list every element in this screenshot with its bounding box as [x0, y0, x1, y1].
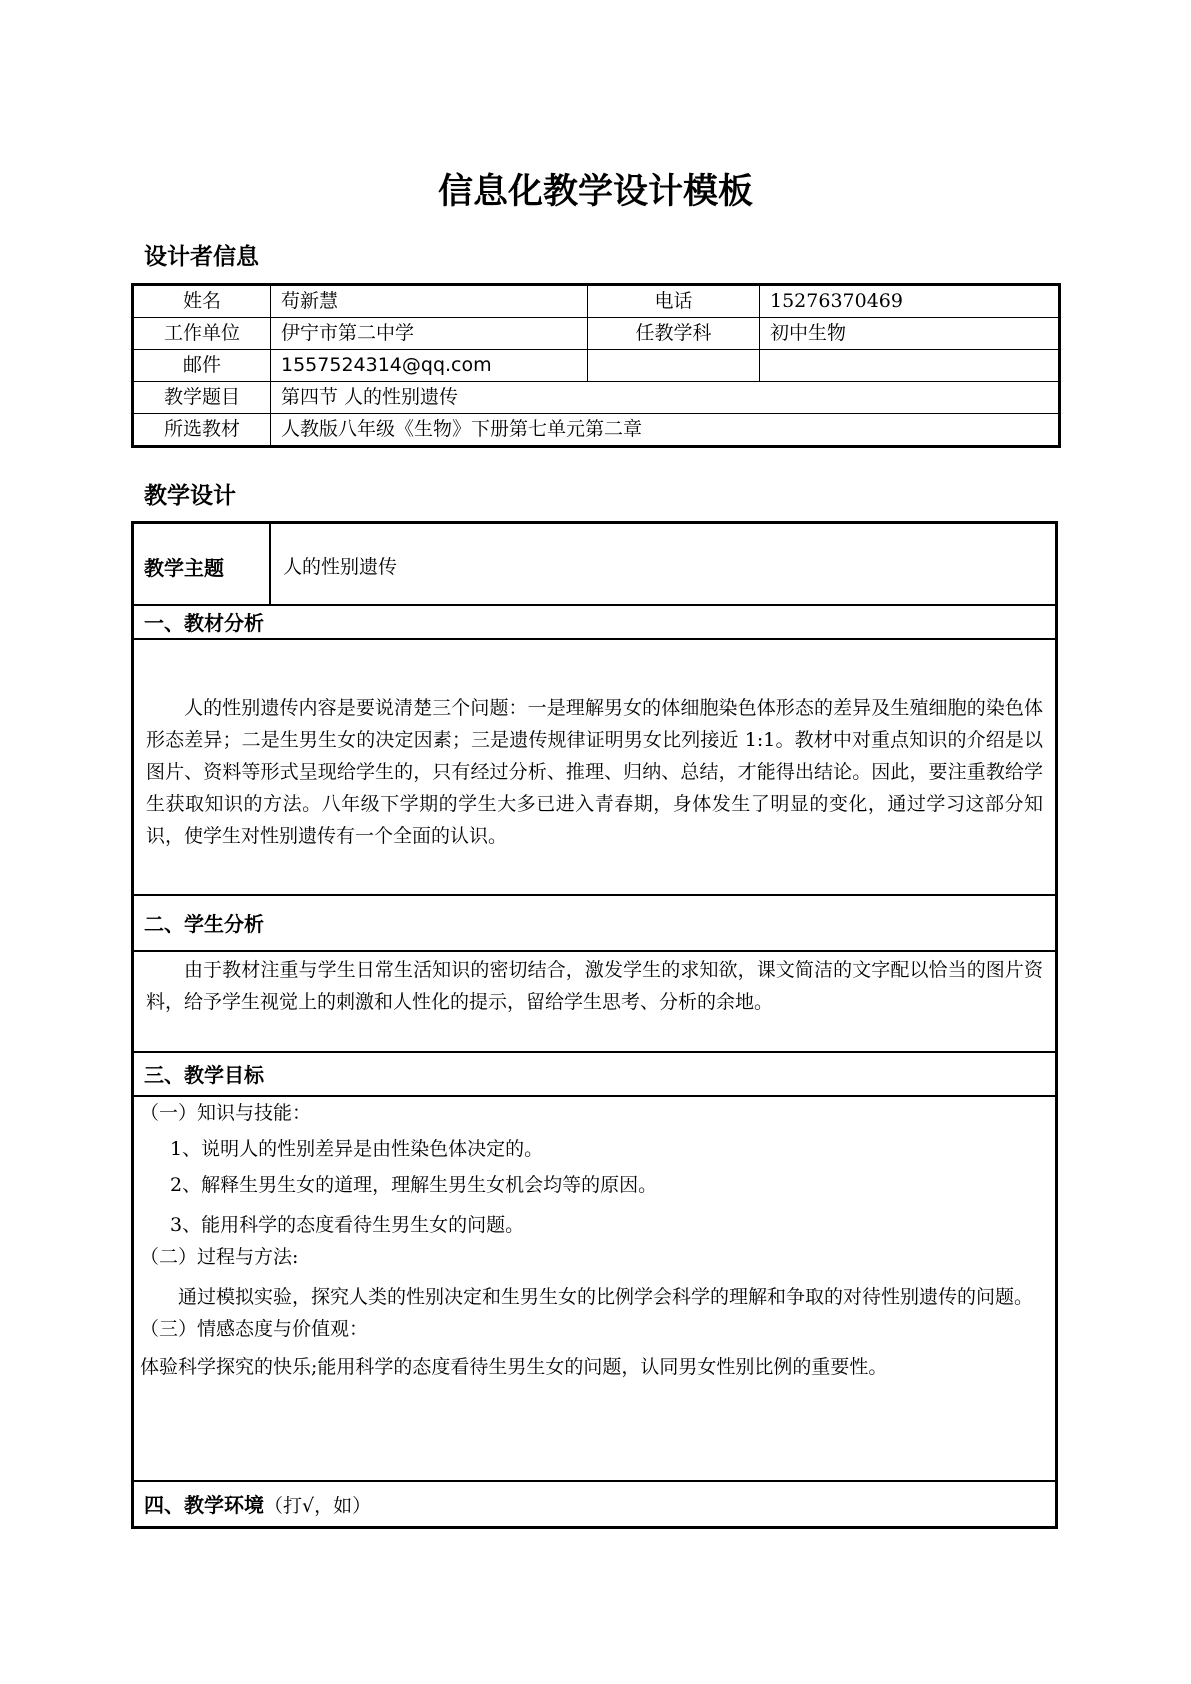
- empty-cell: [588, 350, 760, 382]
- phone-value: 15276370469: [760, 285, 1060, 318]
- empty-cell: [760, 350, 1060, 382]
- knowledge-item: 3、能用科学的态度看待生男生女的问题。: [170, 1214, 525, 1236]
- designer-info-table: [131, 283, 1061, 448]
- teaching-goals-body: [134, 1095, 1055, 1480]
- theme-row: [134, 524, 1055, 604]
- table-row: [133, 350, 1060, 382]
- theme-value: 人的性别遗传: [283, 556, 398, 578]
- teaching-design-heading: 教学设计: [144, 483, 236, 509]
- student-analysis-text: 由于教材注重与学生日常生活知识的密切结合，激发学生的求知欲，课文简洁的文字配以恰当的图片资料，给予学生视觉上的刺激和人性化的提示，留给学生思考、分析的余地。: [146, 959, 1043, 1013]
- material-analysis-body: [134, 638, 1055, 894]
- theme-label: 教学主题: [134, 524, 271, 604]
- teaching-design-table: [131, 521, 1058, 1529]
- student-analysis-heading: 二、学生分析: [134, 894, 1055, 950]
- teaching-goals-heading: 三、教学目标: [134, 1051, 1055, 1095]
- name-value: 苟新慧: [271, 285, 588, 318]
- table-row: [133, 382, 1060, 414]
- topic-value: 第四节 人的性别遗传: [271, 382, 1060, 414]
- teaching-environment-note: （打√，如）: [264, 1495, 372, 1517]
- process-text: 通过模拟实验，探究人类的性别决定和生男生女的比例学会科学的理解和争取的对待性别遗传的问题。: [178, 1286, 1034, 1308]
- table-row: [133, 318, 1060, 350]
- page-title: 信息化教学设计模板: [437, 172, 753, 212]
- emotion-text: 体验科学探究的快乐;能用科学的态度看待生男生女的问题，认同男女性别比例的重要性。: [140, 1356, 888, 1378]
- material-analysis-text: 人的性别遗传内容是要说清楚三个问题：一是理解男女的体细胞染色体形态的差异及生殖细胞的染色体形态差异；二是生男生女的决定因素；三是遗传规律证明男女比列接近 1:1。教材中对重点知识的介绍是以图片、资料等形式呈现给学生的，只有经过分析、推理、归纳、总结，才能得出结论。因此，要注重教给学生获取知识的方法。八年级下学期的学生大多已进入青春期，身体发生了明显的变化，通过学习这部分知识，使学生对性别遗传有一个全面的认识。: [146, 697, 1043, 847]
- topic-label: 教学题目: [133, 382, 271, 414]
- knowledge-item: 1、说明人的性别差异是由性染色体决定的。: [170, 1138, 544, 1160]
- name-label: 姓名: [133, 285, 271, 318]
- email-value: 1557524314@qq.com: [271, 350, 588, 382]
- textbook-label: 所选教材: [133, 414, 271, 447]
- knowledge-title: （一）知识与技能：: [140, 1102, 312, 1124]
- knowledge-item: 2、解释生男生女的道理，理解生男生女机会均等的原因。: [170, 1174, 658, 1196]
- student-analysis-body: [134, 950, 1055, 1051]
- phone-label: 电话: [588, 285, 760, 318]
- subject-label: 任教学科: [588, 318, 760, 350]
- table-row: [133, 414, 1060, 447]
- teaching-environment-heading: [134, 1480, 1055, 1526]
- org-value: 伊宁市第二中学: [271, 318, 588, 350]
- process-title: （二）过程与方法:: [140, 1246, 299, 1268]
- material-analysis-heading: 一、教材分析: [134, 604, 1055, 638]
- table-row: [133, 285, 1060, 318]
- teaching-environment-title: 四、教学环境: [144, 1493, 264, 1517]
- textbook-value: 人教版八年级《生物》下册第七单元第二章: [271, 414, 1060, 447]
- subject-value: 初中生物: [760, 318, 1060, 350]
- org-label: 工作单位: [133, 318, 271, 350]
- email-label: 邮件: [133, 350, 271, 382]
- emotion-title: （三）情感态度与价值观：: [140, 1318, 369, 1340]
- designer-info-heading: 设计者信息: [144, 244, 259, 270]
